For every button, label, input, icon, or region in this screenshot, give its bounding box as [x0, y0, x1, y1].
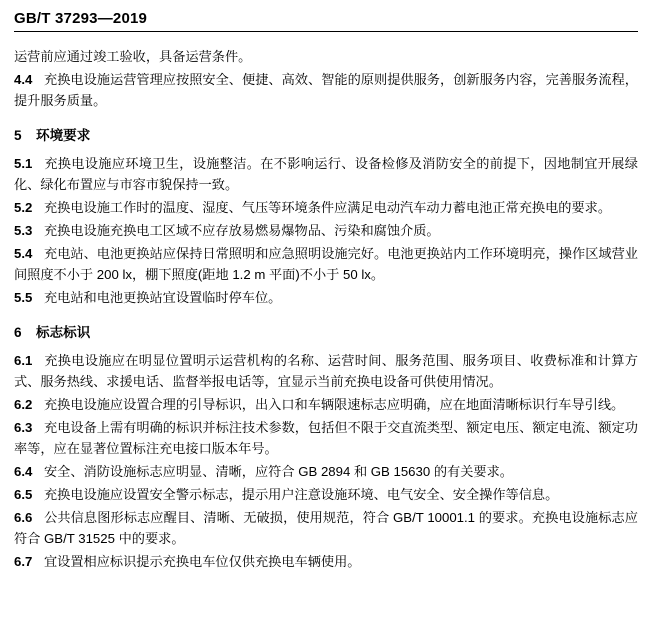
clause-5-1: [14, 153, 638, 195]
clause-6-5-number: 6.5: [14, 487, 33, 502]
clause-6-5-text: 充换电设施应设置安全警示标志，提示用户注意设施环境、电气安全、安全操作等信息。: [44, 487, 559, 502]
clause-5-4: [14, 243, 638, 285]
clause-4-4: [14, 69, 638, 111]
clause-6-6-number: 6.6: [14, 510, 33, 525]
clause-6-5: [14, 484, 638, 505]
clause-6-3: [14, 417, 638, 459]
clause-6-2-text: 充换电设施应设置合理的引导标识，出入口和车辆限速标志应明确，应在地面清晰标识行车导引线。: [44, 397, 625, 412]
header-rule: [14, 31, 638, 32]
clause-5-5-number: 5.5: [14, 290, 33, 305]
paragraph-operation-acceptance: 运营前应通过竣工验收，具备运营条件。: [14, 49, 252, 64]
clause-6-7: [14, 551, 638, 572]
clause-4-4-text: 充换电设施运营管理应按照安全、便捷、高效、智能的原则提供服务，创新服务内容，完善服务流程，提升服务质量。: [14, 72, 638, 108]
clause-6-6-text: 公共信息图形标志应醒目、清晰、无破损，使用规范，符合 GB/T 10001.1 的要求。充换电设施标志应符合 GB/T 31525 中的要求。: [14, 510, 638, 546]
clause-6-3-text: 充电设备上需有明确的标识并标注技术参数，包括但不限于交直流类型、额定电压、额定电流、额定功率等，应在显著位置标注充电接口版本年号。: [14, 420, 638, 456]
clause-5-5: [14, 287, 638, 308]
clause-5-2-number: 5.2: [14, 200, 33, 215]
clause-6-4-text: 安全、消防设施标志应明显、清晰，应符合 GB 2894 和 GB 15630 的有关要求。: [44, 464, 513, 479]
clause-6-1: [14, 350, 638, 392]
clause-5-4-number: 5.4: [14, 246, 33, 261]
clause-5-5-text: 充电站和电池更换站宜设置临时停车位。: [44, 290, 282, 305]
clause-6-4: [14, 461, 638, 482]
clause-6-1-text: 充换电设施应在明显位置明示运营机构的名称、运营时间、服务范围、服务项目、收费标准和计算方式、服务热线、求援电话、监督举报电话等，宜显示当前充换电设备可供使用情况。: [14, 353, 638, 389]
clause-5-4-text: 充电站、电池更换站应保持日常照明和应急照明设施完好。电池更换站内工作环境明亮，操作区域营业间照度不小于 200 lx，棚下照度(距地 1.2 m 平面)不小于 50 lx。: [14, 246, 638, 282]
section-5-environment: [14, 124, 638, 144]
clause-6-6: [14, 507, 638, 549]
section-6-signage: [14, 321, 638, 341]
clause-6-2: [14, 394, 638, 415]
clause-5-1-number: 5.1: [14, 156, 33, 171]
clause-5-3-text: 充换电设施充换电工区域不应存放易燃易爆物品、污染和腐蚀介质。: [44, 223, 440, 238]
clause-5-3-number: 5.3: [14, 223, 33, 238]
clause-6-1-number: 6.1: [14, 353, 33, 368]
clause-6-2-number: 6.2: [14, 397, 33, 412]
standard-number: GB/T 37293—2019: [14, 10, 148, 27]
clause-6-7-text: 宜设置相应标识提示充换电车位仅供充换电车辆使用。: [44, 554, 361, 569]
clause-5-2-text: 充换电设施工作时的温度、湿度、气压等环境条件应满足电动汽车动力蓄电池正常充换电的要求。: [44, 200, 612, 215]
clause-5-3: [14, 220, 638, 241]
clause-6-3-number: 6.3: [14, 420, 33, 435]
section-5-title: 环境要求: [36, 128, 91, 143]
clause-6-4-number: 6.4: [14, 464, 33, 479]
clause-5-2: [14, 197, 638, 218]
clause-4-4-number: 4.4: [14, 72, 33, 87]
section-6-number: 6: [14, 325, 22, 340]
clause-5-1-text: 充换电设施应环境卫生，设施整洁。在不影响运行、设备检修及消防安全的前提下，因地制宜开展绿化、绿化布置应与市容市貌保持一致。: [14, 156, 638, 192]
section-6-title: 标志标识: [36, 325, 91, 340]
section-5-number: 5: [14, 128, 22, 143]
clause-6-7-number: 6.7: [14, 554, 33, 569]
